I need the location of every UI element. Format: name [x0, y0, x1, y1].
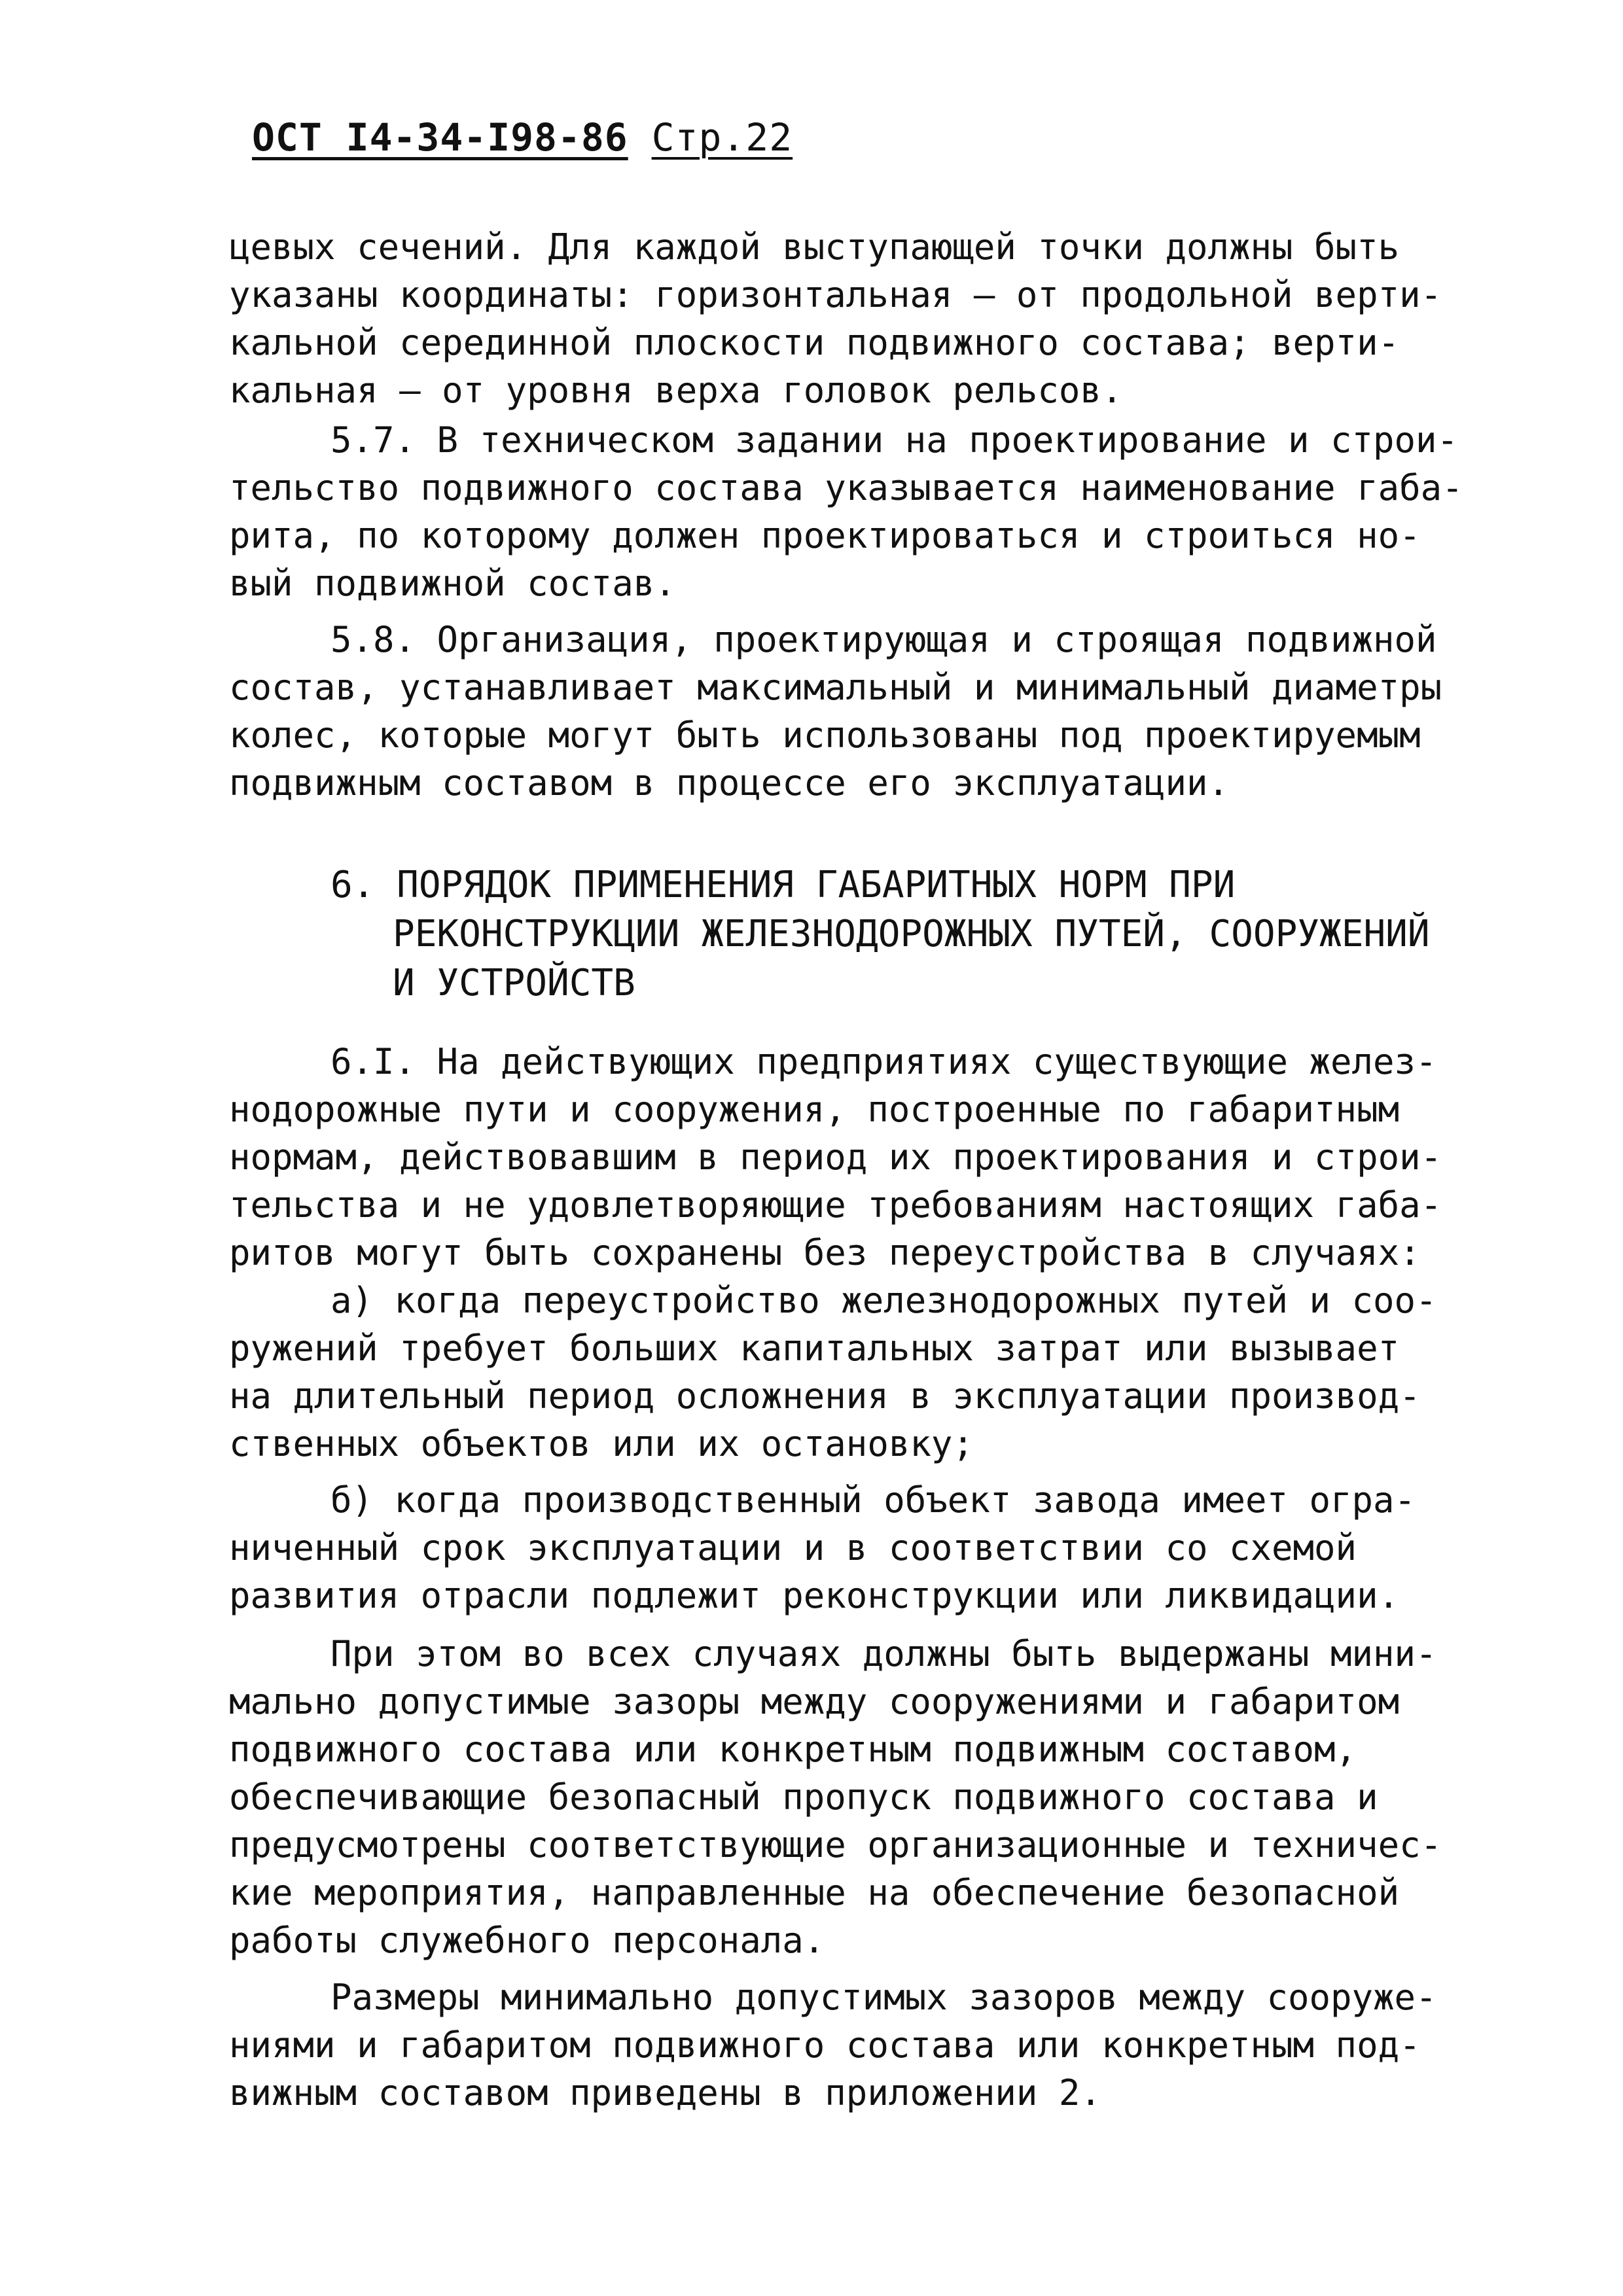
text-line: кальной серединной плоскости подвижного состава; верти- — [229, 322, 1400, 363]
text-line: нормам, действовавшим в период их проектирования и строи- — [229, 1137, 1442, 1178]
text-line: 5.8. Организация, проектирующая и строящая подвижной — [330, 619, 1437, 660]
text-line: цевых сечений. Для каждой выступающей точки должны быть — [229, 226, 1400, 268]
text-line: мально допустимые зазоры между сооружениями и габаритом — [229, 1681, 1400, 1722]
text-line: на длительный период осложнения в эксплуатации производ- — [229, 1375, 1421, 1417]
text-line: ниями и габаритом подвижного состава или конкретным под- — [229, 2024, 1421, 2066]
text-line: рита, по которому должен проектироваться и строиться но- — [229, 515, 1421, 556]
text-line: развития отрасли подлежит реконструкции или ликвидации. — [229, 1575, 1400, 1616]
text-line: вый подвижной состав. — [229, 563, 676, 604]
text-line: б) когда производственный объект завода имеет огра- — [330, 1479, 1416, 1521]
page-header — [252, 115, 793, 160]
text-line: 6.I. На действующих предприятиях существующие желез- — [330, 1041, 1437, 1082]
text-line: подвижным составом в процессе его эксплуатации. — [229, 762, 1230, 804]
text-line: колес, которые могут быть использованы под проектируемым — [229, 715, 1421, 756]
text-line: 5.7. В техническом задании на проектирование и строи- — [330, 419, 1459, 461]
text-line: кальная – от уровня верха головок рельсов. — [229, 370, 1123, 411]
text-line: а) когда переустройство железнодорожных путей и соо- — [330, 1280, 1437, 1321]
text-line: тельства и не удовлетворяющие требованиям настоящих габа- — [229, 1184, 1442, 1226]
section-title: И УСТРОЙСТВ — [393, 962, 635, 1004]
text-line: При этом во всех случаях должны быть выдержаны мини- — [330, 1633, 1437, 1674]
text-line: ниченный срок эксплуатации и в соответствии со схемой — [229, 1527, 1357, 1568]
text-line: указаны координаты: горизонтальная – от продольной верти- — [229, 274, 1442, 315]
text-line: ритов могут быть сохранены без переустройства в случаях: — [229, 1232, 1421, 1273]
text-line: предусмотрены соответствующие организационные и техничес- — [229, 1824, 1442, 1865]
text-line: вижным составом приведены в приложении 2. — [229, 2072, 1101, 2113]
section-title: 6. ПОРЯДОК ПРИМЕНЕНИЯ ГАБАРИТНЫХ НОРМ ПРИ — [330, 864, 1236, 906]
text-line: кие мероприятия, направленные на обеспечение безопасной — [229, 1872, 1400, 1913]
text-line: тельство подвижного состава указывается наименование габа- — [229, 467, 1463, 508]
text-line: ственных объектов или их остановку; — [229, 1423, 974, 1464]
text-line: Размеры минимально допустимых зазоров между сооруже- — [330, 1977, 1437, 2018]
page-number: Стр.22 — [651, 115, 793, 160]
text-line: состав, устанавливает максимальный и минимальный диаметры — [229, 667, 1442, 708]
text-line: ружений требует больших капитальных затрат или вызывает — [229, 1328, 1400, 1369]
section-title: РЕКОНСТРУКЦИИ ЖЕЛЕЗНОДОРОЖНЫХ ПУТЕЙ, СООРУЖЕНИЙ — [393, 913, 1430, 955]
text-line: обеспечивающие безопасный пропуск подвижного состава и — [229, 1776, 1378, 1818]
text-line: нодорожные пути и сооружения, построенные по габаритным — [229, 1089, 1400, 1130]
text-line: подвижного состава или конкретным подвижным составом, — [229, 1729, 1357, 1770]
document-code: ОСТ I4-34-I98-86 — [252, 115, 628, 160]
text-line: работы служебного персонала. — [229, 1920, 825, 1961]
